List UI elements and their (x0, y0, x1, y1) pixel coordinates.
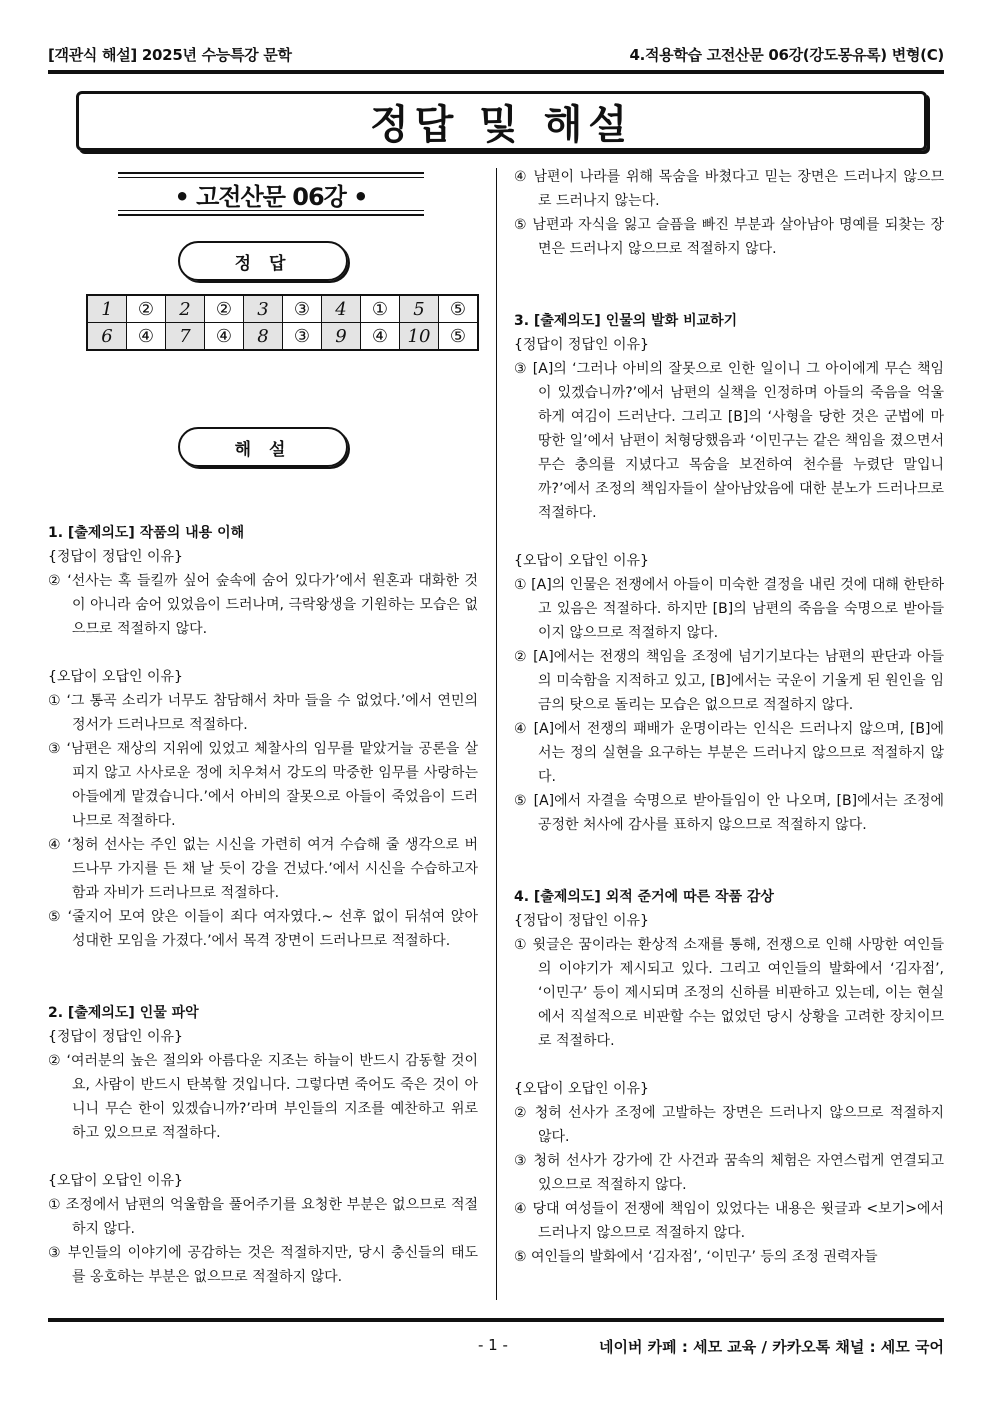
spacer (48, 977, 478, 1001)
top-rule (48, 70, 944, 74)
answer-choice: ④ (361, 323, 400, 351)
question-heading: 4. [출제의도] 외적 준거에 따른 작품 감상 (514, 889, 774, 905)
answer-row-2 (87, 323, 478, 351)
explanation-item: ⑤ [A]에서 자결을 숙명으로 받아들임이 안 나오며, [B]에서는 조정에 공정한 처사에 감사를 표하지 않으므로 적절하지 않다. (514, 793, 944, 833)
question-number: 7 (166, 323, 205, 351)
question-number: 10 (400, 323, 439, 351)
explanation-item: ⑤ 여인들의 발화에서 ‘김자점’, ‘이민구’ 등의 조정 권력자들 (514, 1249, 878, 1265)
explanation-item: ① 조정에서 남편의 억울함을 풀어주기를 요청한 부분은 없으므로 적절하지 않다. (48, 1197, 478, 1237)
question-number: 6 (87, 323, 127, 351)
reason-label: {정답이 정답인 이유} (48, 549, 183, 565)
answer-label: 정 답 (178, 241, 348, 281)
reason-label: {오답이 오답인 이유} (48, 1173, 183, 1189)
page-title: 정답 및 해설 (369, 101, 634, 148)
explanation-item: ③ [A]의 ‘그러나 아비의 잘못으로 인한 일이니 그 아이에게 무슨 책임이 있겠습니까?’에서 남편의 실책을 인정하며 아들의 죽음을 억울하게 여김이 드러난다. 그리고 [B]의 ‘사형을 당한 것은 군법에 마땅한 일’에서 남편이 처형당했음과 ‘이민구는 같은 책임을 졌으면서 무슨 충의를 지녔다고 목숨을 보전하여 천수를 누렸단 말입니까?’에서 조정의 책임자들이 살아남았음에 대한 분노가 드러나므로 적절하다. (514, 361, 944, 521)
spacer (48, 953, 478, 977)
section-title: • 고전산문 06강 • (174, 182, 368, 211)
question-number: 4 (322, 295, 361, 323)
reason-label: {정답이 정답인 이유} (514, 913, 649, 929)
explanation-item: ② 청허 선사가 조정에 고발하는 장면은 드러나지 않으므로 적절하지 않다. (514, 1105, 944, 1145)
reason-label: {오답이 오답인 이유} (514, 553, 649, 569)
explanation-item: ② ‘여러분의 높은 절의와 아름다운 지조는 하늘이 반드시 감동할 것이요, 사람이 반드시 탄복할 것입니다. 그렇다면 죽어도 죽은 것이 아니니 무슨 한이 있겠습니까?’라며 부인들의 지조를 예찬하고 위로하고 있으므로 적절하다. (48, 1053, 478, 1141)
question-number: 3 (244, 295, 283, 323)
title-box (76, 91, 927, 151)
explanation-item: ④ [A]에서 전쟁의 패배가 운명이라는 인식은 드러나지 않으며, [B]에서는 정의 실현을 요구하는 부분은 드러나지 않으므로 적절하지 않다. (514, 721, 944, 785)
bottom-rule (48, 1318, 944, 1322)
explanation-item: ② [A]에서는 전쟁의 책임을 조정에 넘기기보다는 남편의 판단과 아들의 미숙함을 지적하고 있고, [B]에서는 국운이 기울게 된 원인을 임금의 탓으로 돌리는 모습은 없으므로 적절하지 않다. (514, 649, 944, 713)
section-title-box (118, 172, 424, 216)
reason-label: {정답이 정답인 이유} (514, 337, 649, 353)
explanation-item: ④ 남편이 나라를 위해 목숨을 바쳤다고 믿는 장면은 드러나지 않으므로 드러나지 않는다. (514, 169, 944, 209)
spacer (48, 1145, 478, 1169)
question-heading: 3. [출제의도] 인물의 발화 비교하기 (514, 313, 738, 329)
answer-choice: ③ (283, 295, 322, 323)
explanation-item: ⑤ ‘줄지어 모여 앉은 이들이 죄다 여자였다.~ 선후 없이 뒤섞여 앉아 성대한 모임을 가졌다.’에서 목격 장면이 드러나므로 적절하다. (48, 909, 478, 949)
reason-label: {오답이 오답인 이유} (48, 669, 183, 685)
question-heading: 1. [출제의도] 작품의 내용 이해 (48, 525, 245, 541)
answer-choice: ① (361, 295, 400, 323)
question-number: 9 (322, 323, 361, 351)
question-heading: 2. [출제의도] 인물 파악 (48, 1005, 199, 1021)
spacer (514, 525, 944, 549)
answer-choice: ② (205, 295, 244, 323)
spacer (514, 837, 944, 861)
answer-choice: ④ (127, 323, 166, 351)
header-right: 4.적용학습 고전산문 06강(강도몽유록) 변형(C) (629, 46, 944, 64)
explanation-item: ① 윗글은 꿈이라는 환상적 소재를 통해, 전쟁으로 인해 사망한 여인들의 이야기가 제시되고 있다. 그리고 여인들의 발화에서 ‘김자점’, ‘이민구’ 등이 제시되며 조정의 신하를 비판하고 있는데, 이는 현실에서 직설적으로 비판할 수는 없었던 당시 상황을 고려한 장치이므로 적절하다. (514, 937, 944, 1049)
explanation-item: ② ‘선사는 혹 들킬까 싶어 숲속에 숨어 있다가’에서 원혼과 대화한 것이 아니라 숨어 있었음이 드러나며, 극락왕생을 기원하는 모습은 없으므로 적절하지 않다. (48, 573, 478, 637)
explanation-item: ④ 당대 여성들이 전쟁에 책임이 있었다는 내용은 윗글과 <보기>에서 드러나지 않으므로 적절하지 않다. (514, 1201, 944, 1241)
question-number: 5 (400, 295, 439, 323)
spacer (514, 261, 944, 285)
explanation-item: ③ ‘남편은 재상의 지위에 있었고 체찰사의 임무를 맡았거늘 공론을 살피지 않고 사사로운 정에 치우쳐서 강도의 막중한 임무를 사랑하는 아들에게 맡겼습니다.’에서 아비의 잘못으로 아들이 죽었음이 드러나므로 적절하다. (48, 741, 478, 829)
explanation-item: ③ 부인들의 이야기에 공감하는 것은 적절하지만, 당시 충신들의 태도를 옹호하는 부분은 없으므로 적절하지 않다. (48, 1245, 478, 1285)
question-number: 2 (166, 295, 205, 323)
explanation-item: ⑤ 남편과 자식을 잃고 슬픔을 빠진 부분과 살아남아 명예를 되찾는 장면은 드러나지 않으므로 적절하지 않다. (514, 217, 944, 257)
explanation-label: 해 설 (178, 427, 348, 467)
reason-label: {오답이 오답인 이유} (514, 1081, 649, 1097)
spacer (514, 285, 944, 309)
column-divider (496, 168, 497, 1300)
explanation-item: ① ‘그 통곡 소리가 너무도 참담해서 차마 들을 수 없었다.’에서 연민의 정서가 드러나므로 적절하다. (48, 693, 478, 733)
spacer (514, 861, 944, 885)
explanation-item: ③ 청허 선사가 강가에 간 사건과 꿈속의 체험은 자연스럽게 연결되고 있으므로 적절하지 않다. (514, 1153, 944, 1193)
question-number: 1 (87, 295, 127, 323)
answer-choice: ⑤ (439, 323, 479, 351)
header-left: [객관식 해설] 2025년 수능특강 문학 (48, 46, 292, 64)
explanation-item: ① [A]의 인물은 전쟁에서 아들이 미숙한 결정을 내린 것에 대해 한탄하고 있음은 적절하다. 하지만 [B]의 남편의 죽음을 숙명으로 받아들이지 않으므로 적절하지 않다. (514, 577, 944, 641)
answer-choice: ③ (283, 323, 322, 351)
answer-table (86, 294, 479, 351)
spacer (48, 641, 478, 665)
spacer (514, 1053, 944, 1077)
answer-choice: ⑤ (439, 295, 479, 323)
answer-choice: ④ (205, 323, 244, 351)
explanation-item: ④ ‘청허 선사는 주인 없는 시신을 가련히 여겨 수습해 줄 생각으로 버드나무 가지를 든 채 날 듯이 강을 건넜다.’에서 시신을 수습하고자 함과 자비가 드러나므로 적절하다. (48, 837, 478, 901)
answer-choice: ② (127, 295, 166, 323)
question-number: 8 (244, 323, 283, 351)
answer-row-1 (87, 295, 478, 323)
right-column (514, 165, 944, 1269)
footer-credit: 네이버 카페 : 세모 교육 / 카카오톡 채널 : 세모 국어 (598, 1338, 944, 1356)
reason-label: {정답이 정답인 이유} (48, 1029, 183, 1045)
page-number: - 1 - (478, 1336, 508, 1354)
left-column (48, 521, 478, 1289)
